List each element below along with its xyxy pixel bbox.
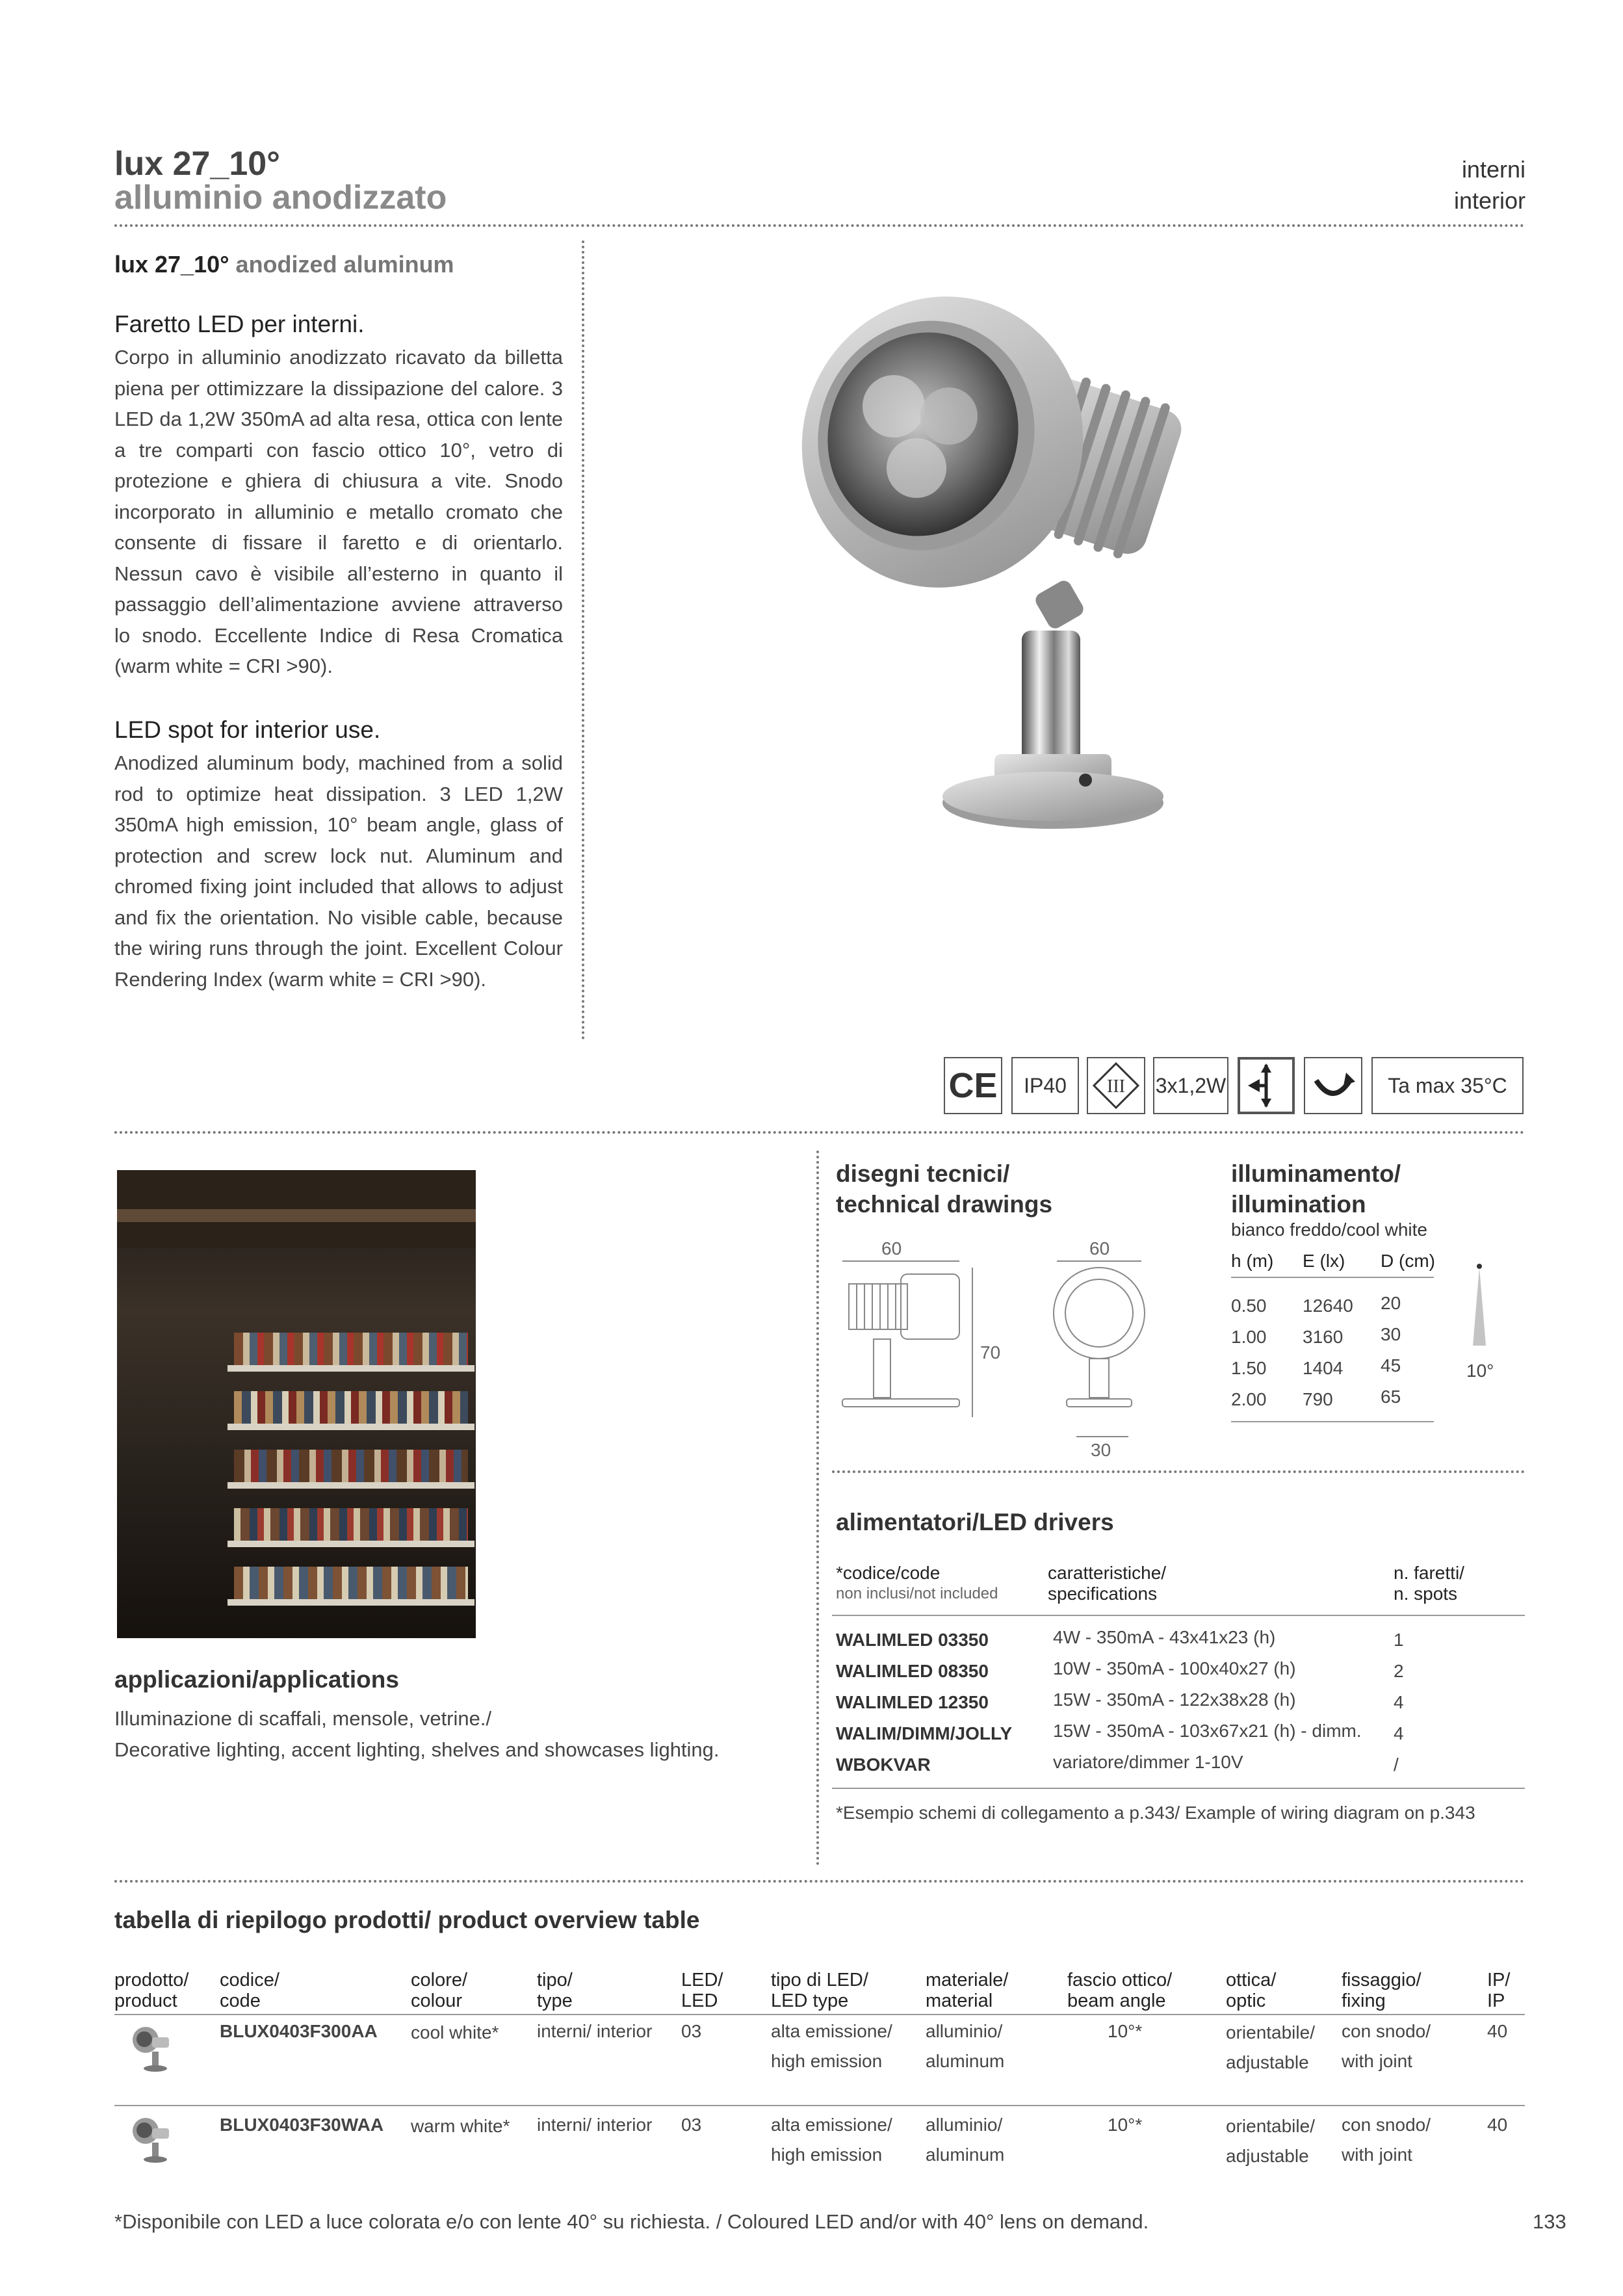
driver-spec: 4W - 350mA - 43x41x23 (h): [1053, 1627, 1276, 1647]
drivers-header-spots-en: n. spots: [1394, 1584, 1458, 1604]
section-divider: [114, 1131, 1525, 1134]
overview-header-led: LED/ LED: [681, 1970, 723, 2011]
context-it: interni: [1461, 156, 1526, 183]
temperature-badge: Ta max 35°C: [1371, 1057, 1524, 1114]
overview-row-type: interni/ interior: [537, 2021, 653, 2041]
driver-code: WALIMLED 08350: [836, 1661, 989, 1681]
overview-row-ip: 40: [1487, 2021, 1508, 2041]
drivers-title: alimentatori/LED drivers: [836, 1509, 1114, 1535]
footer-note: *Disponibile con LED a luce colorata e/o con lente 40° su richiesta. / Coloured LED and/or with 40° lens on demand.: [114, 2210, 1149, 2233]
overview-row-code: BLUX0403F30WAA: [220, 2115, 384, 2135]
description-it-text: Corpo in alluminio anodizzato ricavato da billetta piena per ottimizzare la dissipazione del calore. 3 LED da 1,2W 350mA ad alta resa, ottica con lente a tre comparti con fascio ottico 10°, vetro di protezione e ghiera di chiusura a vite. Snodo incorporato in alluminio e metallo cromato che consente di fissare il faretto e di orientarlo. Nessun cavo è visibile all’esterno in quanto il passaggio dell’alimentazione avviene attraverso lo snodo. Eccellente Indice di Resa Cromatica (warm white = CRI >90).: [114, 346, 563, 677]
illum-header-d: D (cm): [1381, 1251, 1435, 1271]
overview-row-material: alluminio/ aluminum: [926, 2021, 1005, 2071]
product-thumbnail-icon: [127, 2114, 173, 2166]
driver-code: WALIM/DIMM/JOLLY: [836, 1723, 1013, 1743]
svg-text:30: 30: [1091, 1440, 1111, 1460]
adjustable-icon: [1238, 1057, 1295, 1114]
overview-row-colour: warm white*: [411, 2116, 510, 2136]
product-name-en: anodized aluminum: [235, 251, 454, 278]
illum-header-rule: [1231, 1277, 1434, 1278]
illum-footer-rule: [1231, 1421, 1434, 1422]
drawings-title-it: disegni tecnici/: [836, 1160, 1010, 1187]
overview-row-code: BLUX0403F300AA: [220, 2021, 378, 2041]
applications-line-en: Decorative lighting, accent lighting, shelves and showcases lighting.: [114, 1738, 720, 1761]
description-it-heading: Faretto LED per interni.: [114, 311, 365, 337]
illum-row-d: 45: [1381, 1355, 1401, 1376]
driver-spots: 2: [1394, 1661, 1404, 1681]
overview-row-colour: cool white*: [411, 2022, 499, 2042]
drivers-header-rule: [832, 1615, 1525, 1616]
overview-header-product: prodotto/ product: [114, 1970, 189, 2011]
overview-row-beam: 10°*: [1108, 2115, 1143, 2135]
overview-row-fixing: con snodo/ with joint: [1342, 2021, 1431, 2071]
page-subtitle: alluminio anodizzato: [114, 179, 447, 216]
applications-text: [114, 1703, 720, 1766]
illum-row-d: 20: [1381, 1293, 1401, 1313]
column-divider: [582, 241, 584, 1040]
drivers-header-spec-en: specifications: [1048, 1584, 1158, 1604]
overview-row-material: alluminio/ aluminum: [926, 2115, 1005, 2165]
overview-header-colour: colore/ colour: [411, 1970, 468, 2011]
overview-row-rule: [114, 2105, 1525, 2106]
driver-spec: 15W - 350mA - 122x38x28 (h): [1053, 1689, 1296, 1710]
overview-divider: [114, 1880, 1525, 1883]
beam-cone-icon: [1462, 1261, 1501, 1352]
drivers-header-spots: n. faretti/: [1394, 1563, 1464, 1583]
technical-drawing: [836, 1229, 1161, 1463]
product-code: lux 27_10°: [114, 251, 229, 278]
drivers-header-code-note: non inclusi/not included: [836, 1585, 998, 1602]
overview-header-optic: ottica/ optic: [1226, 1970, 1277, 2011]
illum-row-h: 0.50: [1231, 1296, 1267, 1316]
header-divider: [114, 224, 1525, 227]
overview-row-led: 03: [681, 2115, 702, 2135]
driver-spots: 1: [1394, 1630, 1404, 1650]
illum-row-d: 30: [1381, 1324, 1401, 1344]
overview-row-type: interni/ interior: [537, 2115, 653, 2135]
overview-row-fixing: con snodo/ with joint: [1342, 2115, 1431, 2165]
illumination-title: [1231, 1158, 1401, 1220]
overview-header-fixing: fissaggio/ fixing: [1342, 1970, 1422, 2011]
context-en: interior: [1453, 187, 1526, 214]
illumination-title-it: illuminamento/: [1231, 1160, 1401, 1187]
illum-row-e: 1404: [1303, 1358, 1344, 1378]
description-en-text: Anodized aluminum body, machined from a solid rod to optimize heat dissipation. 3 LED 1,2W 350mA high emission, 10° beam angle, glass of protection and screw lock nut. Aluminum and chromed fixing joint included that allows to adjust and fix the orientation. No visible cable, because the wiring runs through the joint. Excellent Colour Rendering Index (warm white = CRI >90).: [114, 751, 563, 991]
driver-code: WALIMLED 12350: [836, 1692, 989, 1712]
product-thumbnail-icon: [127, 2023, 173, 2075]
product-image: [780, 280, 1274, 878]
illum-row-e: 12640: [1303, 1296, 1353, 1316]
svg-text:70: 70: [980, 1342, 1001, 1363]
product-name: [114, 251, 454, 278]
overview-row-optic: orientabile/ adjustable: [1226, 2022, 1315, 2072]
drivers-header-spec: caratteristiche/: [1048, 1563, 1167, 1583]
drivers-divider: [832, 1470, 1525, 1473]
overview-row-beam: 10°*: [1108, 2021, 1143, 2041]
illum-row-e: 3160: [1303, 1327, 1344, 1347]
class-iii-icon: [1087, 1057, 1145, 1114]
overview-header-ip: IP/ IP: [1487, 1970, 1511, 2011]
rotation-icon: [1304, 1057, 1362, 1114]
page-number: 133: [1533, 2210, 1566, 2233]
drivers-header-code: *codice/code: [836, 1563, 941, 1583]
ce-mark-icon: CE: [944, 1057, 1002, 1114]
driver-spec: 15W - 350mA - 103x67x21 (h) - dimm.: [1053, 1721, 1362, 1741]
overview-title: tabella di riepilogo prodotti/ product overview table: [114, 1907, 700, 1933]
illum-row-h: 1.00: [1231, 1327, 1267, 1347]
driver-code: WALIMLED 03350: [836, 1630, 989, 1650]
illum-row-e: 790: [1303, 1389, 1333, 1409]
applications-line-it: Illuminazione di scaffali, mensole, vetrine./: [114, 1707, 492, 1730]
ip-rating-badge: IP40: [1011, 1057, 1079, 1114]
drivers-note: *Esempio schemi di collegamento a p.343/ Example of wiring diagram on p.343: [836, 1803, 1475, 1823]
driver-spots: /: [1394, 1755, 1399, 1775]
overview-header-led-type: tipo di LED/ LED type: [771, 1970, 868, 2011]
overview-header-beam: fascio ottico/ beam angle: [1067, 1970, 1173, 2011]
svg-text:60: 60: [1089, 1238, 1110, 1259]
column-divider-right: [816, 1151, 819, 1866]
driver-spots: 4: [1394, 1723, 1404, 1743]
description-en-heading: LED spot for interior use.: [114, 716, 381, 743]
page-title: lux 27_10°: [114, 145, 280, 183]
application-photo: [117, 1170, 476, 1638]
illum-header-h: h (m): [1231, 1251, 1274, 1271]
driver-code: WBOKVAR: [836, 1755, 931, 1775]
drawings-title-en: technical drawings: [836, 1191, 1053, 1218]
overview-header-rule: [114, 2014, 1525, 2015]
overview-row-optic: orientabile/ adjustable: [1226, 2116, 1315, 2166]
illumination-title-en: illumination: [1231, 1191, 1366, 1218]
driver-spots: 4: [1394, 1692, 1404, 1712]
overview-row-led-type: alta emissione/ high emission: [771, 2115, 892, 2165]
svg-text:III: III: [1107, 1076, 1125, 1097]
beam-angle-label: 10°: [1466, 1361, 1494, 1381]
drawings-title: [836, 1158, 1052, 1220]
driver-spec: 10W - 350mA - 100x40x27 (h): [1053, 1658, 1296, 1678]
driver-spec: variatore/dimmer 1-10V: [1053, 1752, 1243, 1772]
illum-header-e: E (lx): [1303, 1251, 1345, 1271]
overview-row-led-type: alta emissione/ high emission: [771, 2021, 892, 2071]
overview-header-type: tipo/ type: [537, 1970, 573, 2011]
power-badge: 3x1,2W: [1153, 1057, 1228, 1114]
overview-header-code: codice/ code: [220, 1970, 279, 2011]
overview-header-material: materiale/ material: [926, 1970, 1009, 2011]
applications-title: applicazioni/applications: [114, 1666, 399, 1693]
overview-row-ip: 40: [1487, 2115, 1508, 2135]
overview-row-led: 03: [681, 2021, 702, 2041]
drivers-footer-rule: [832, 1788, 1525, 1789]
illum-row-h: 2.00: [1231, 1389, 1267, 1409]
illum-row-h: 1.50: [1231, 1358, 1267, 1378]
svg-text:60: 60: [881, 1238, 902, 1259]
illumination-subtitle: bianco freddo/cool white: [1231, 1220, 1427, 1240]
illum-row-d: 65: [1381, 1387, 1401, 1407]
